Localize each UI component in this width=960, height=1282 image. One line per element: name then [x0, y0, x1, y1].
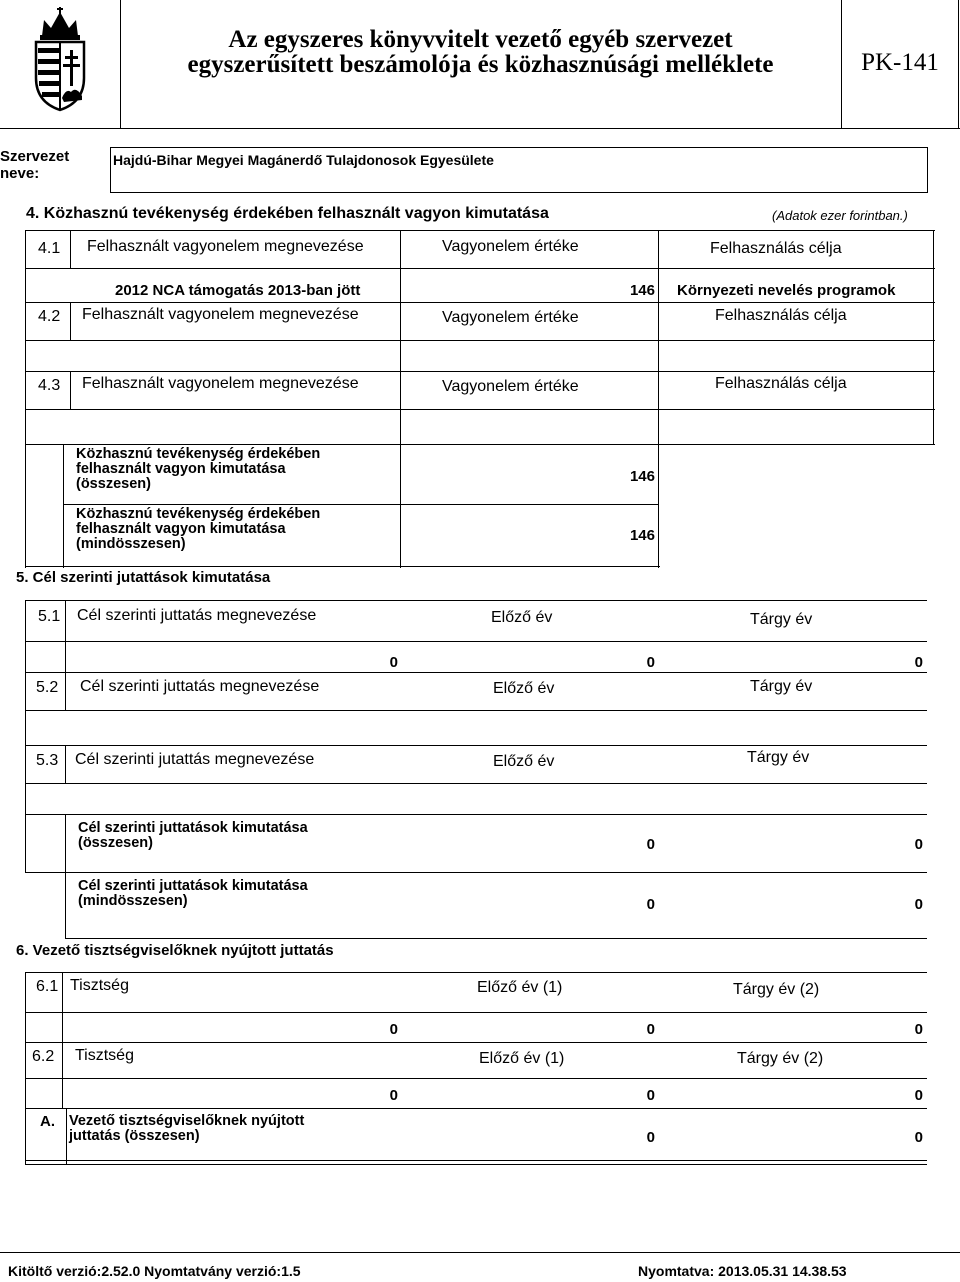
s41-col-name: Felhasznált vagyonelem megnevezése: [87, 238, 364, 255]
s53-col-prev: Előző év: [493, 753, 555, 770]
s43-col-value: Vagyonelem értéke: [442, 378, 579, 395]
hungarian-coat-of-arms-icon: [24, 6, 96, 114]
org-name-label: Szervezet neve:: [0, 148, 70, 182]
s4-grand-total-value[interactable]: 146: [629, 527, 655, 544]
s51-row-v2[interactable]: 0: [646, 654, 655, 671]
s51-row-v3[interactable]: 0: [914, 654, 923, 671]
s62-row-v1[interactable]: 0: [389, 1087, 398, 1104]
footer-printed: Nyomtatva: 2013.05.31 14.38.53: [638, 1263, 847, 1279]
s42-col-value: Vagyonelem értéke: [442, 309, 579, 326]
s41-row-name[interactable]: 2012 NCA támogatás 2013-ban jött: [115, 282, 361, 299]
s43-number: 4.3: [38, 377, 61, 394]
s5-total-prev[interactable]: 0: [646, 836, 655, 853]
section6-title: 6. Vezető tisztségviselőknek nyújtott juttatás: [16, 942, 334, 959]
s52-col-curr: Tárgy év: [750, 678, 813, 695]
org-name-value: Hajdú-Bihar Megyei Magánerdő Tulajdonosok Egyesülete: [113, 152, 494, 168]
s62-col-name: Tisztség: [75, 1047, 134, 1064]
s5-grand-total-label: Cél szerinti juttatások kimutatása (mindösszesen): [78, 878, 308, 909]
unit-note: (Adatok ezer forintban.): [772, 208, 908, 223]
s61-row-v3[interactable]: 0: [914, 1021, 923, 1038]
s62-col-curr: Tárgy év (2): [737, 1050, 824, 1067]
s62-col-prev: Előző év (1): [479, 1050, 565, 1067]
s61-col-curr: Tárgy év (2): [733, 981, 820, 998]
s42-col-name: Felhasznált vagyonelem megnevezése: [82, 306, 359, 323]
s52-number: 5.2: [36, 679, 59, 696]
s61-row-v2[interactable]: 0: [646, 1021, 655, 1038]
s51-col-prev: Előző év: [491, 609, 553, 626]
s61-row-v1[interactable]: 0: [389, 1021, 398, 1038]
s62-row-v2[interactable]: 0: [646, 1087, 655, 1104]
section5-title: 5. Cél szerinti jutattások kimutatása: [16, 569, 271, 586]
s5-total-label: Cél szerinti juttatások kimutatása (összesen): [78, 820, 308, 851]
s4-total-value[interactable]: 146: [629, 468, 655, 485]
s41-row-value[interactable]: 146: [629, 282, 655, 299]
s6-total-prev[interactable]: 0: [646, 1129, 655, 1146]
section4-title: 4. Közhasznú tevékenység érdekében felhasznált vagyon kimutatása: [26, 205, 549, 222]
form-code: PK-141: [861, 49, 939, 76]
s61-col-prev: Előző év (1): [477, 979, 563, 996]
header: [0, 0, 960, 130]
s4-total-label: Közhasznú tevékenység érdekében felhasznált vagyon kimutatása (összesen): [76, 446, 321, 492]
s43-col-name: Felhasznált vagyonelem megnevezése: [82, 375, 359, 392]
s62-number: 6.2: [32, 1048, 55, 1065]
s53-col-curr: Tárgy év: [747, 749, 810, 766]
s53-number: 5.3: [36, 752, 59, 769]
s6-total-curr[interactable]: 0: [914, 1129, 923, 1146]
s6-total-number: A.: [40, 1113, 55, 1130]
s43-col-purpose: Felhasználás célja: [715, 375, 847, 392]
s62-row-v3[interactable]: 0: [914, 1087, 923, 1104]
s52-col-name: Cél szerinti juttatás megnevezése: [80, 678, 320, 695]
s5-grand-total-prev[interactable]: 0: [646, 896, 655, 913]
s51-col-curr: Tárgy év: [750, 611, 813, 628]
s41-row-purpose[interactable]: Környezeti nevelés programok: [677, 282, 896, 299]
form-title-line1: Az egyszeres könyvvitelt vezető egyéb szervezet: [228, 26, 733, 53]
s4-grand-total-label: Közhasznú tevékenység érdekében felhasznált vagyon kimutatása (mindösszesen): [76, 506, 321, 552]
s5-total-curr[interactable]: 0: [914, 836, 923, 853]
s51-row-v1[interactable]: 0: [389, 654, 398, 671]
s6-total-label: Vezető tisztségviselőknek nyújtott juttatás (összesen): [69, 1113, 305, 1144]
form-title-line2: egyszerűsített beszámolója és közhasznúsági melléklete: [187, 51, 774, 78]
s42-number: 4.2: [38, 308, 61, 325]
s41-number: 4.1: [38, 240, 61, 257]
s52-col-prev: Előző év: [493, 680, 555, 697]
s51-col-name: Cél szerinti juttatás megnevezése: [77, 607, 317, 624]
s61-col-name: Tisztség: [70, 977, 129, 994]
s41-col-purpose: Felhasználás célja: [710, 240, 842, 257]
s5-grand-total-curr[interactable]: 0: [914, 896, 923, 913]
s42-col-purpose: Felhasználás célja: [715, 307, 847, 324]
s61-number: 6.1: [36, 978, 59, 995]
s41-col-value: Vagyonelem értéke: [442, 238, 579, 255]
footer-version: Kitöltő verzió:2.52.0 Nyomtatvány verzió:1.5: [8, 1263, 301, 1279]
s53-col-name: Cél szerinti jutattás megnevezése: [75, 751, 315, 768]
org-name-box[interactable]: [110, 147, 928, 193]
s51-number: 5.1: [38, 608, 61, 625]
